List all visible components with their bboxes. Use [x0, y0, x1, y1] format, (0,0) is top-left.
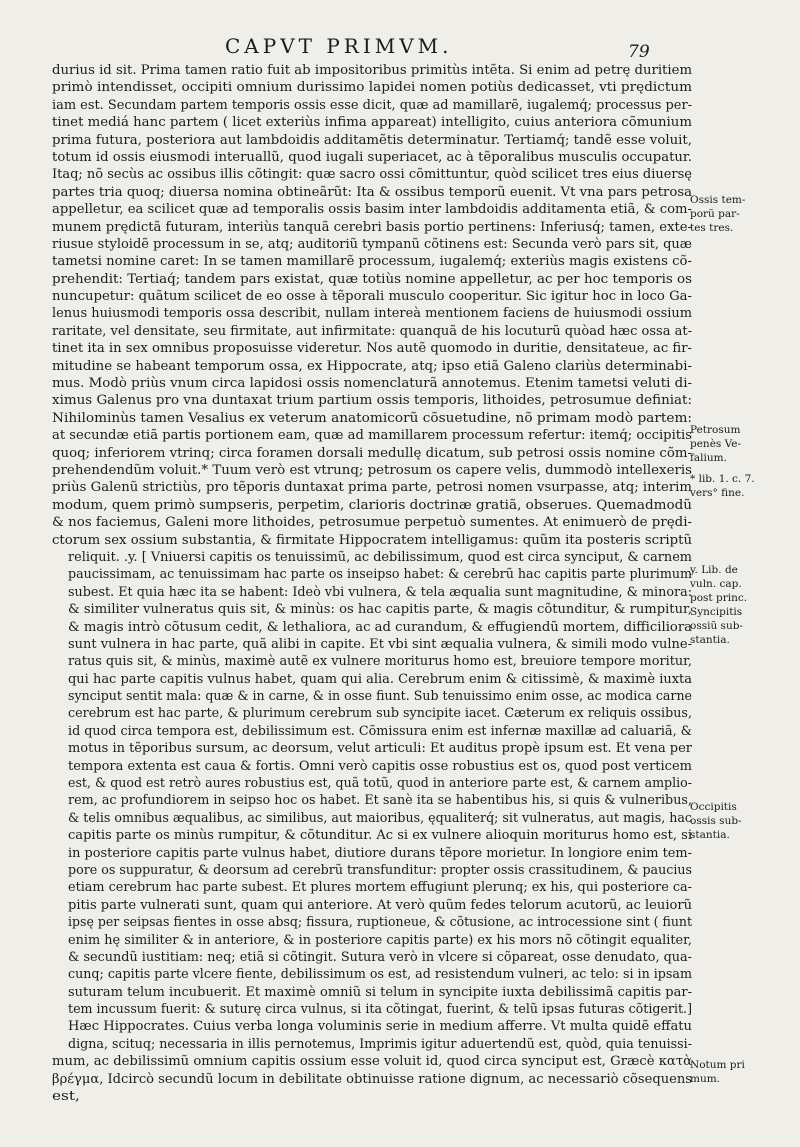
text-line: nuncupetur: quãtum scilicet de eo osse à tẽporali musculo cooperitur. Sic igitur hoc in loco Ga-: [52, 289, 692, 305]
text-line: „ ipsę per seipsas fientes in osse absq; fissura, ruptioneue, & cõtusione, ac introcessione sint ( fiunt: [52, 914, 692, 931]
marginal-line: post princ.: [690, 592, 748, 604]
text-line: raritate, vel densitate, seu firmitate, aut infirmitate: quanquã de his locuturũ quòad hæc ossa at-: [52, 323, 692, 339]
text-line: appelletur, ea scilicet quæ ad temporalis ossis basim inter lambdoidis additamenta etiã, & com-: [52, 202, 692, 218]
marginal-line: vuln. cap.: [690, 578, 742, 590]
main-text-block: [52, 62, 692, 1105]
text-line: tinet mediá hanc partem ( licet exteriùs infima appareat) intelligito, cuius anteriora cõmunium: [52, 115, 692, 131]
text-line: „ sunt vulnera in hac parte, quã alibi in capite. Et vbi sint æqualia vulnera, & simili modo vulne-: [52, 636, 692, 653]
text-line: priùs Galenũ strictiùs, pro tẽporis duntaxat prima parte, petrosi nomen vsurpasse, atq; interim: [52, 480, 692, 496]
text-line: prehendit: Tertiaq́; tandem pars existat, quæ totiùs nomine appelletur, ac per hoc temporis os: [52, 271, 692, 287]
text-line: „ etiam cerebrum hac parte subest. Et plures mortem effugiunt plerunq; ex his, qui posteriore ca-: [52, 879, 692, 896]
marginal-line: porũ par-: [690, 208, 740, 220]
marginal-line: y. Lib. de: [690, 564, 738, 576]
text-line: „ suturam telum incubuerit. Et maximè omniũ si telum in syncipite iuxta debilissimã capitis par-: [52, 984, 692, 1001]
marginal-line: ossis sub-: [690, 815, 742, 827]
marginal-line: Occipitis: [690, 801, 737, 813]
text-line: munem prędictã futuram, interiùs tanquã cerebri basis portio pertinens: Inferiusq́; tamen, exte-: [52, 219, 692, 235]
text-line: iam est. Secundam partem temporis ossis esse dicit, quæ ad mamillarẽ, iugalemq́; processus per-: [52, 97, 692, 113]
marginal-line: vers° fine.: [690, 487, 745, 499]
text-line: lenus huiusmodi temporis ossa describit, nullam intereà mentionem faciens de huiusmodi ossium: [52, 306, 692, 322]
text-line: „ digna, scituq; necessaria in illis pernotemus, Imprimis igitur aduertendũ est, quòd, quia tenuissi-: [52, 1036, 692, 1053]
text-line: „ qui hac parte capitis vulnus habet, quam qui alia. Cerebrum enim & citissimè, & maximè iuxta: [52, 671, 692, 688]
marginal-line: stantia.: [690, 634, 730, 646]
text-line: modum, quem primò sumpseris, perpetim, clarioris doctrinæ gratiã, obserues. Quemadmodũ: [52, 497, 692, 513]
marginal-line: falium.: [690, 452, 727, 464]
text-line: mum, ac debilissimũ omnium capitis ossium esse voluit id, quod circa synciput est, Græcè κατὰ: [52, 1054, 692, 1070]
text-line: „ motus in tẽporibus sursum, ac deorsum, velut articuli: Et auditus propè ipsum est. Et vena per: [52, 740, 692, 757]
text-line: & nos faciemus, Galeni more lithoides, petrosumue perpetuò sumentes. At enimuerò de prędi-: [52, 515, 692, 531]
text-line: „ pore os suppuratur, & deorsum ad cerebrũ transfunditur: propter ossis crassitudinem, & paucius: [52, 862, 692, 879]
text-line: „ id quod circa tempora est, debilissimum est. Cõmissura enim est infernæ maxillæ ad caluariã, &: [52, 723, 692, 740]
text-line: tametsi nomine caret: In se tamen mamillarẽ processum, iugalemq́; exteriùs magis existens cõ-: [52, 254, 692, 270]
text-line: „ & secundũ iustitiam: neq; etiã si cõtingit. Sutura verò in vlcere si cõpareat, osse denudato, qua-: [52, 949, 692, 966]
text-line: primò intendisset, occipiti omnium durissimo lapidei nomen potiùs dedicasset, vti prędictum: [52, 80, 692, 96]
text-line: „ cunq; capitis parte vlcere fiente, debilissimum os est, ad resistendum vulneri, ac telo: si in ipsam: [52, 966, 692, 983]
text-line: „ enim hę similiter & in anteriore, & in posteriore capitis parte) ex his mors nõ cõtingit equaliter,: [52, 932, 692, 949]
marginal-line: Syncipitis: [690, 606, 743, 618]
text-line: ctorum sex ossium substantia, & firmitate Hippocratem intelligamus: quũm ita posteris scriptũ: [52, 532, 692, 548]
text-line: „ pitis parte vulnerati sunt, quam qui anteriore. At verò quũm fedes telorum acutorũ, ac leuiorũ: [52, 897, 692, 914]
text-line: ximus Galenus pro vna duntaxat trium partium ossis temporis, lithoides, petrosumue definiat:: [52, 393, 692, 409]
text-line: „ & magis intrò cõtusum cedit, & lethaliora, ac ad curandum, & effugiendũ mortem, difficiliora: [52, 619, 692, 636]
running-head: CAPVT PRIMVM.: [225, 34, 453, 58]
text-line: prehendendũm voluit.* Tuum verò est vtrunq; petrosum os capere velis, dummodò intellexeris: [52, 462, 692, 478]
text-line: „ tem incussum fuerit: & suturę circa vulnus, si ita cõtingat, fuerint, & telũ ipsas futuras cõtigerit.]: [52, 1001, 692, 1018]
marginal-line: penès Ve-: [690, 438, 742, 450]
marginal-note-notum: [690, 1058, 800, 1086]
marginal-line: Notum pri: [690, 1059, 745, 1071]
text-line: partes tria quoq; diuersa nomina obtineãrũt: Ita & ossibus temporũ euenit. Vt vna pars petrosa: [52, 184, 692, 200]
marginal-line: Ossis tem-: [690, 194, 746, 206]
text-line: quoq; inferiorem vtrinq; circa foramen dorsali medullę dicatum, sub petrosi ossis nomine cõm-: [52, 445, 692, 461]
text-line: βρέγμα, Idcircò secundũ locum in debilitate obtinuisse ratione dignum, ac necessariò cõsequens: [52, 1071, 692, 1087]
text-line: „ capitis parte os minùs rumpitur, & cõtunditur. Ac si ex vulnere alioquin moriturus homo est, si: [52, 827, 692, 844]
text-line: „ rem, ac profundiorem in seipso hoc os habet. Et sanè ita se habentibus his, si quis & vulneribus,: [52, 792, 692, 809]
text-line: „ synciput sentit mala: quæ & in carne, & in osse fiunt. Sub tenuissimo enim osse, ac modica carne: [52, 688, 692, 705]
text-line: mitudine se habeant temporum ossa, ex Hippocrate, atq; ipso etiã Galeno clariùs determinabi-: [52, 358, 692, 374]
text-line: riusue styloidẽ processum in se, atq; auditoriũ tympanũ cõtinens est: Secunda verò pars sit, quæ: [52, 236, 692, 252]
text-line: „ Hæc Hippocrates. Cuius verba longa voluminis serie in medium afferre. Vt multa quidẽ effatu: [52, 1018, 692, 1035]
text-line: „ cerebrum est hac parte, & plurimum cerebrum sub syncipite iacet. Cæterum ex reliquis ossibus,: [52, 705, 692, 722]
text-line: „ tempora extenta est caua & fortis. Omni verò capitis osse robustius est os, quod post verticem: [52, 758, 692, 775]
text-line: totum id ossis eiusmodi interuallũ, quod iugali superiacet, ac à tẽporalibus musculis occupatur.: [52, 149, 692, 165]
marginal-note-reference-hippocrates: [690, 563, 800, 647]
text-line: „ & telis omnibus æqualibus, ac similibus, aut maioribus, ęqualiterq́; sit vulneratus, aut magis, hac: [52, 810, 692, 827]
text-line: „ est, & quod est retrò aures robustius est, quã totũ, quod in anteriore parte est, & carnem amplio-: [52, 775, 692, 792]
text-line: Nihilominùs tamen Vesalius ex veterum anatomicorũ cõsuetudine, nõ primam modò partem:: [52, 410, 692, 426]
text-line: at secundæ etiã partis portionem eam, quæ ad mamillarem processum refertur: itemq́; occipitis: [52, 428, 692, 444]
text-line: est,: [52, 1089, 80, 1105]
text-line: „ subest. Et quia hæc ita se habent: Ideò vbi vulnera, & tela æqualia sunt magnitudine, & minora:: [52, 584, 692, 601]
marginal-line: Petrosum: [690, 424, 741, 436]
marginal-line: mum.: [690, 1073, 721, 1085]
text-line: „ & similiter vulneratus quis sit, & minùs: os hac capitis parte, & magis cõtunditur, & rumpitur,: [52, 601, 692, 618]
page-header: [0, 34, 800, 64]
text-line: Itaq; nõ secùs ac ossibus illis cõtingit: quæ sacro ossi cõmittuntur, quòd scilicet tres eius diuersę: [52, 167, 692, 183]
marginal-line: ossiũ sub-: [690, 620, 743, 632]
marginal-note-petrosum: [690, 423, 800, 465]
marginal-line: tes tres.: [690, 222, 734, 234]
marginal-line: stantia.: [690, 829, 730, 841]
text-line: „ in posteriore capitis parte vulnus habet, diutiore durans tẽpore morietur. In longiore enim tem-: [52, 845, 692, 862]
text-line: tinet ita in sex omnibus proposuisse videretur. Nos autẽ quomodo in duritie, densitateue, ac fir-: [52, 341, 692, 357]
marginal-note-reference-vesalius: [690, 472, 800, 500]
text-line: „ reliquit. .y. [ Vniuersi capitis os tenuissimũ, ac debilissimum, quod est circa synciput, & carnem: [52, 549, 692, 566]
text-line: durius id sit. Prima tamen ratio fuit ab impositoribus primitùs intẽta. Si enim ad petrę duritiem: [52, 63, 692, 78]
page-number: 79: [628, 42, 650, 62]
text-line: mus. Modò priùs vnum circa lapidosi ossis nomenclaturã annotemus. Etenim tametsi veluti di-: [52, 376, 692, 392]
marginal-line: * lib. 1. c. 7.: [690, 473, 755, 485]
marginal-note-occipitis: [690, 800, 800, 842]
text-line: „ paucissimam, ac tenuissimam hac parte os inseipso habet: & cerebrũ hac capitis parte plurimum: [52, 566, 692, 583]
marginal-note-ossis-temporum: [690, 193, 800, 235]
text-line: prima futura, posteriora aut lambdoidis additamẽtis determinatur. Tertiamq́; tandẽ esse voluit,: [52, 132, 692, 148]
text-line: „ ratus quis sit, & minùs, maximè autẽ ex vulnere moriturus homo est, breuiore tempore moritur,: [52, 653, 692, 670]
